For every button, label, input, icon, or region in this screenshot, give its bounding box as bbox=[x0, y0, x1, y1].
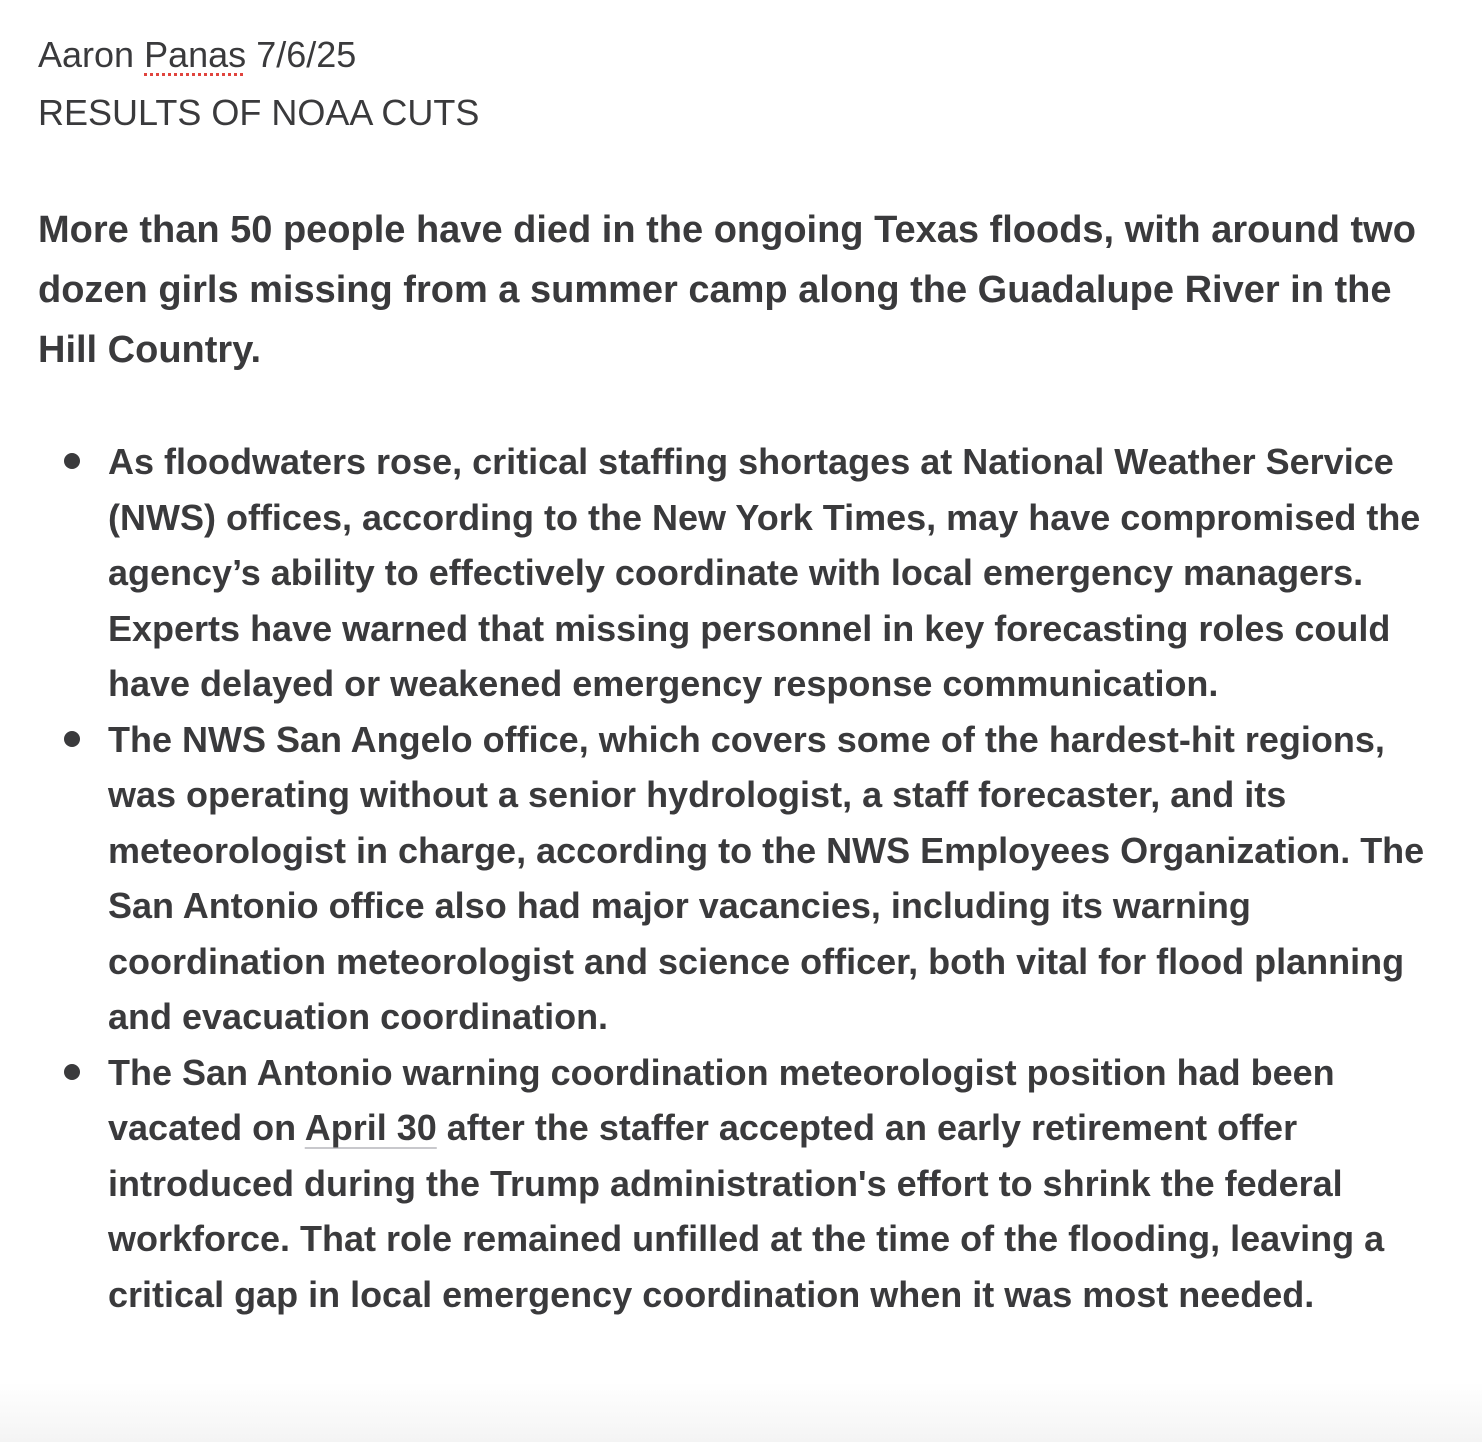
note-author-date-line bbox=[38, 26, 1458, 84]
bullet-text: As floodwaters rose, critical staffing shortages at National Weather Service (NWS) offices, according to the New York Times, may have compromised the agency’s ability to effectively coordinate with local emergency managers. Experts have warned that missing personnel in key forecasting roles could have delayed or weakened emergency response communication. bbox=[108, 441, 1421, 704]
list-item bbox=[38, 712, 1448, 1045]
intro-paragraph: More than 50 people have died in the ongoing Texas floods, with around two dozen girls missing from a summer camp along the Guadalupe River in the Hill Country. bbox=[38, 209, 1416, 371]
list-item bbox=[38, 1045, 1448, 1323]
bullet-point-icon bbox=[64, 731, 80, 747]
author-first-name: Aaron bbox=[38, 34, 135, 75]
bullet-point-icon bbox=[64, 453, 80, 469]
bullet-text-before-date: The San Antonio warning coordination meteorologist position had been vacated on bbox=[108, 1051, 1335, 1148]
note-body[interactable] bbox=[38, 26, 1458, 1322]
bullet-point-icon bbox=[64, 1064, 80, 1080]
bullet-list bbox=[38, 434, 1458, 1322]
bottom-edge-fade bbox=[0, 1382, 1482, 1442]
bullet-text-after-date: after the staffer accepted an early retirement offer introduced during the Trump administration's effort to shrink the federal workforce. That role remained unfilled at the time of the flooding, leaving a critical gap in local emergency coordination when it was most needed. bbox=[108, 1107, 1385, 1315]
note-date: 7/6/25 bbox=[256, 34, 357, 75]
author-surname-misspelled[interactable]: Panas bbox=[144, 34, 247, 75]
list-item bbox=[38, 434, 1448, 712]
bullet-text: The NWS San Angelo office, which covers some of the hardest-hit regions, was operating without a senior hydrologist, a staff forecaster, and its meteorologist in charge, according to the NWS Employees Organization. The San Antonio office also had major vacancies, including its warning coordination meteorologist and science officer, both vital for flood planning and evacuation coordination. bbox=[108, 718, 1425, 1037]
note-title: RESULTS OF NOAA CUTS bbox=[38, 92, 480, 133]
date-detector-link[interactable]: April 30 bbox=[304, 1107, 437, 1148]
